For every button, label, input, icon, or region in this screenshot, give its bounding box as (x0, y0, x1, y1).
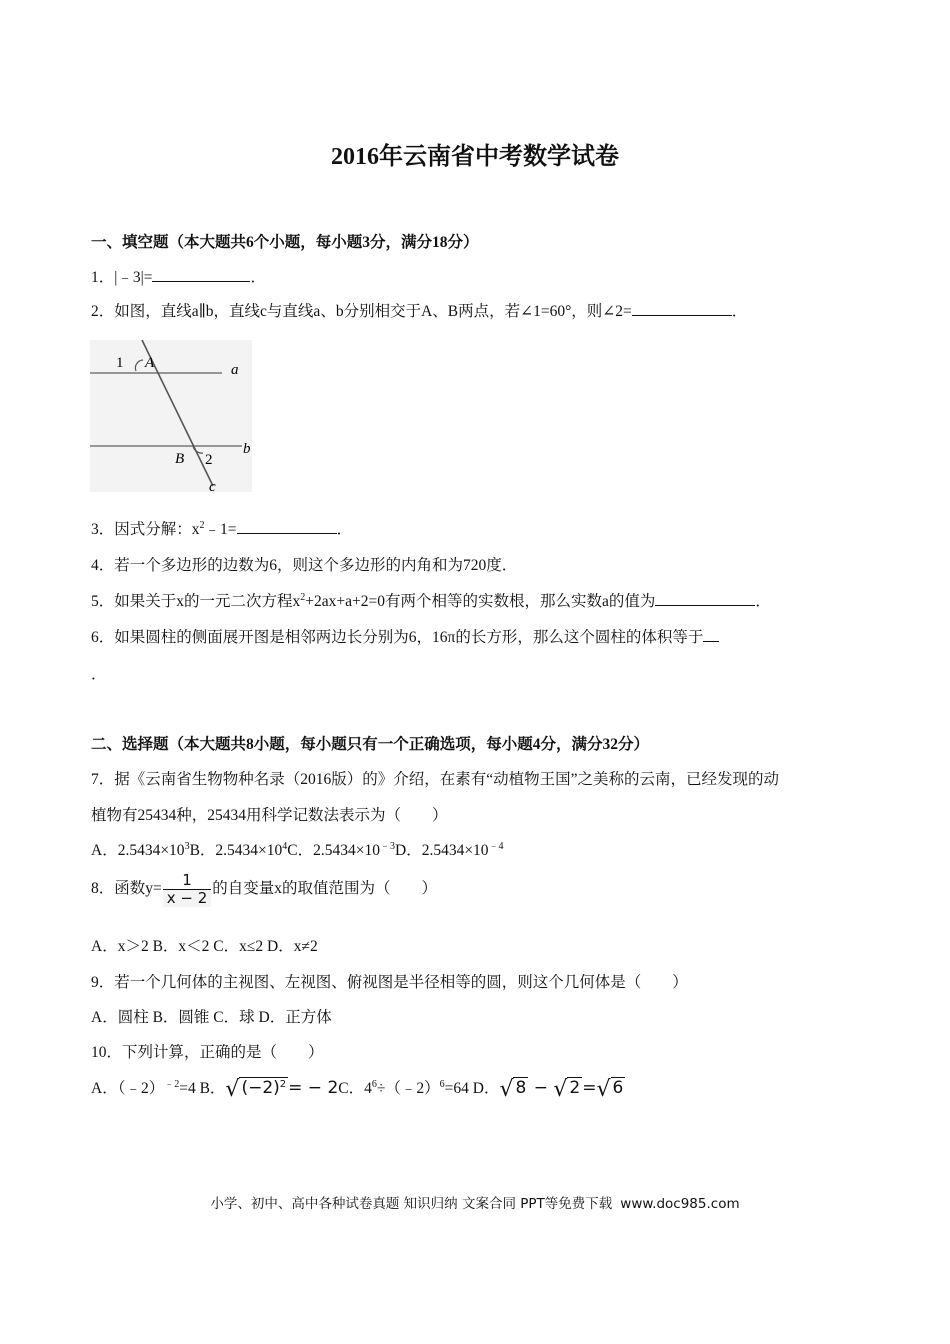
q4-number: 4． (91, 557, 115, 574)
q2-number: 2． (91, 303, 115, 320)
q10-option-c: C．4 (338, 1080, 372, 1097)
q8-options: A．x＞2 B．x＜2 C．x≤2 D．x≠2 (91, 938, 318, 955)
q10-option-b-exp: 2 (279, 1078, 287, 1090)
q6-end: ． (91, 666, 107, 683)
q10-option-b-radicand: (−2) (241, 1077, 280, 1098)
label-line-c: c (209, 479, 216, 492)
q9-options: A．圆柱 B．圆锥 C．球 D．正方体 (91, 1009, 332, 1026)
label-point-B: B (175, 451, 185, 467)
q10-text: 10．下列计算，正确的是（ ） (91, 1044, 324, 1061)
q7-option-a: A．2.5434×10 (91, 842, 185, 859)
q10-option-d-operator: − (528, 1077, 554, 1098)
q10-option-a-end: =4 B． (179, 1080, 226, 1097)
q7-option-d: D．2.5434×10 (395, 842, 489, 859)
q10-option-c-mid: ÷（﹣2） (376, 1080, 440, 1097)
label-angle-1: 1 (116, 355, 124, 371)
q4-text: 若一个多边形的边数为6，则这个多边形的内角和为720度． (114, 557, 518, 574)
section1-heading: 一、填空题（本大题共6个小题，每小题3分，满分18分） (91, 234, 479, 251)
footer (0, 1192, 950, 1212)
q5-text: 如果关于x的一元二次方程x (114, 593, 301, 610)
footer-text: 小学、初中、高中各种试卷真题 知识归纳 文案合同 PPT等免费下载 (210, 1196, 613, 1212)
q10-option-d-radicand-3: 6 (612, 1077, 624, 1098)
q1-end: ． (250, 269, 266, 286)
q10-option-a-exp: ﹣2 (164, 1079, 180, 1090)
q10-option-d-expression: √ 8 − √ 2 =√ 6 (499, 1076, 624, 1102)
label-line-a: a (231, 362, 239, 378)
q7-option-c-exp: ﹣3 (380, 841, 395, 852)
question-1 (91, 265, 266, 287)
q8-text: 8．函数y= (91, 880, 162, 898)
q7-option-a-exp: 3 (184, 841, 190, 852)
label-line-b: b (243, 441, 251, 457)
q5-exponent: 2 (300, 592, 306, 603)
q5-blank (655, 590, 755, 606)
q5-number: 5． (91, 593, 115, 610)
question-6 (91, 625, 719, 647)
q1-number: 1． (91, 269, 115, 286)
q1-blank (152, 266, 250, 282)
q9-text: 9．若一个几何体的主视图、左视图、俯视图是半径相等的圆，则这个几何体是（ ） (91, 974, 688, 991)
q3-text-2: ﹣1= (204, 521, 237, 538)
q2-blank (632, 300, 732, 316)
q6-text: 如果圆柱的侧面展开图是相邻两边长分别为6，16π的长方形，那么这个圆柱的体积等于 (114, 629, 704, 646)
page-title: 2016年云南省中考数学试卷 (331, 144, 619, 170)
question-8 (91, 872, 437, 907)
label-point-A: A (145, 355, 155, 371)
q10-option-b-result: = − 2 (288, 1077, 339, 1098)
q6-number: 6． (91, 629, 115, 646)
q3-number: 3． (91, 521, 115, 538)
footer-link[interactable]: www.doc985.com (620, 1196, 740, 1212)
q10-option-b-expression: √ $(-2)^2$ = − 2 (225, 1076, 339, 1102)
q7-line-1: 7．据《云南省生物物种名录（2016版）的》介绍，在素有“动植物王国”之美称的云南，已经发现的动 (91, 771, 780, 788)
figure-background (90, 340, 252, 492)
q3-blank (237, 518, 337, 534)
section2-heading: 二、选择题（本大题共8小题，每小题只有一个正确选项，每小题4分，满分32分） (91, 736, 650, 753)
q6-blank (703, 626, 719, 642)
q7-option-d-exp: ﹣4 (488, 841, 504, 852)
q3-exponent: 2 (199, 520, 205, 531)
q10-option-d-radicand-1: 8 (515, 1077, 527, 1098)
q10-option-d-equals: = (582, 1077, 597, 1098)
q1-text: |﹣3|= (114, 269, 153, 286)
q8-text-2: 的自变量x的取值范围为（ ） (212, 880, 438, 898)
q2-end: ． (731, 303, 748, 320)
question-5 (91, 589, 771, 611)
parallel-lines-figure (90, 340, 252, 492)
question-3 (91, 517, 352, 539)
q10-option-c-exp2: 6 (439, 1079, 445, 1090)
question-2 (91, 299, 747, 321)
q5-text-2: +2ax+a+2=0有两个相等的实数根，那么实数a的值为 (305, 593, 656, 610)
q8-denominator: x − 2 (163, 889, 212, 907)
q10-option-d-radicand-2: 2 (569, 1077, 581, 1098)
q8-fraction (163, 872, 212, 907)
q8-numerator: 1 (182, 871, 192, 889)
q7-line-2: 植物有25434种，25434用科学记数法表示为（ ） (91, 807, 448, 824)
q3-text: 因式分解：x (114, 521, 200, 538)
label-angle-2: 2 (205, 452, 213, 468)
q7-option-b: B．2.5434×10 (189, 842, 283, 859)
q3-end: ． (336, 521, 353, 538)
q5-end: ． (755, 593, 771, 610)
q10-option-c-end: =64 D． (444, 1080, 500, 1097)
q2-text: 如图，直线a∥b，直线c与直线a、b分别相交于A、B两点，若∠1=60°，则∠2= (114, 303, 632, 320)
q10-options (91, 1076, 625, 1102)
q10-option-c-exp1: 6 (371, 1079, 377, 1090)
question-4 (91, 553, 517, 575)
q7-option-c: C．2.5434×10 (287, 842, 380, 859)
q7-option-b-exp: 4 (282, 841, 288, 852)
q7-options (91, 838, 504, 860)
q10-option-a: A．（﹣2） (91, 1080, 165, 1097)
